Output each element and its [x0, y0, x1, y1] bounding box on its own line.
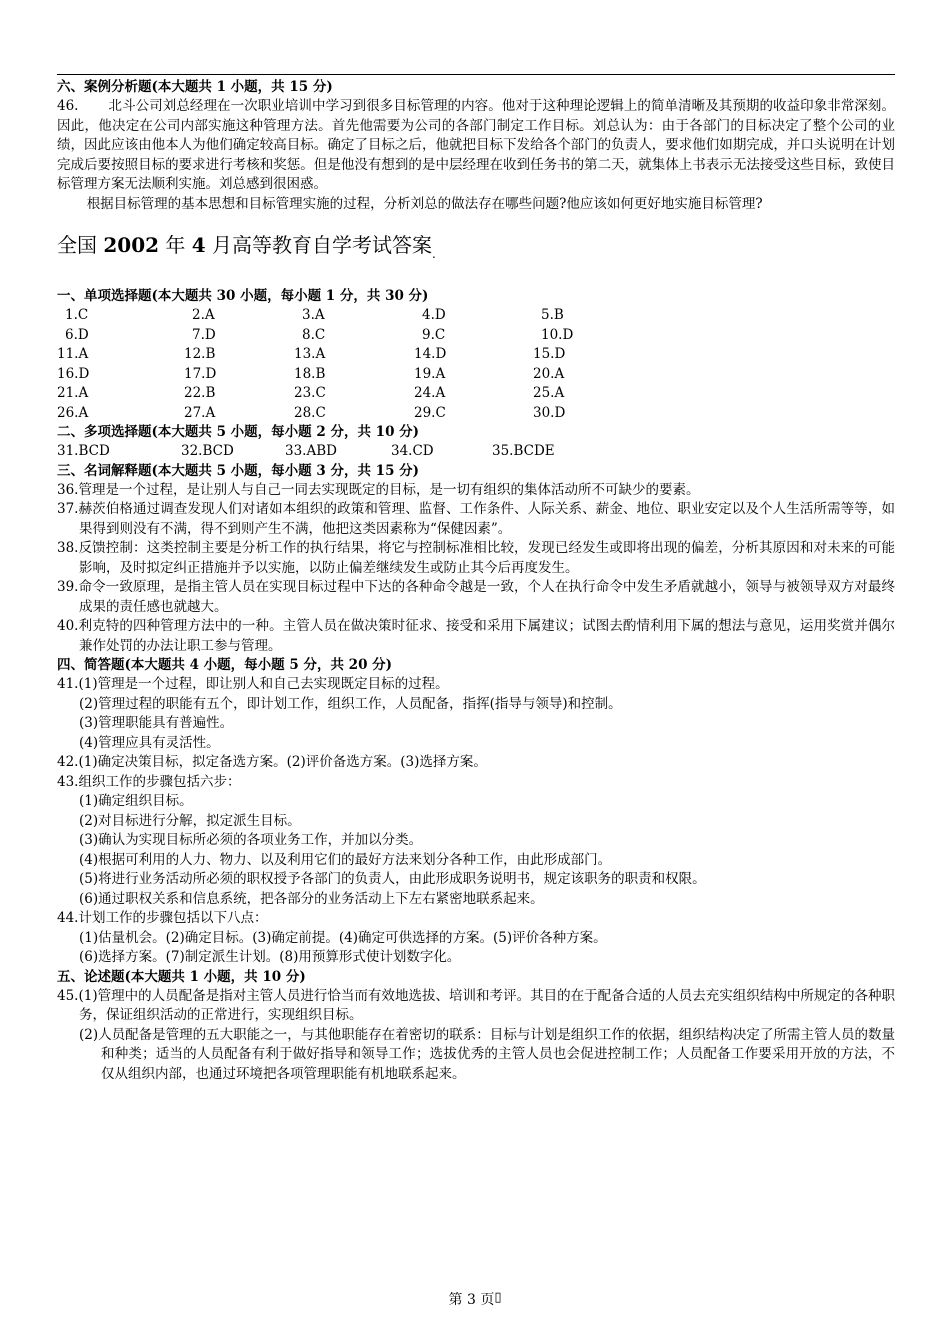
- answer-45-part-1: 45.(1)管理中的人员配备是指对主管人员进行恰当而有效地选拔、培训和考评。其目的在于配备合适的人员去充实组织结构中所规定的各种职务，保证组织活动的正常进行，实现组织目标。: [57, 987, 895, 1023]
- term-item: 38.反馈控制：这类控制主要是分析工作的执行结果，将它与控制标准相比较，发现已经发生或即将出现的偏差，分析其原因和对未来的可能影响，及时拟定纠正措施并予以实施，以防止偏差继续发生或防止其今后再度发生。: [57, 540, 895, 576]
- answer-42: 42.(1)确定决策目标，拟定备选方案。(2)评价备选方案。(3)选择方案。: [57, 754, 487, 770]
- answer-41-point: (4)管理应具有灵活性。: [79, 734, 220, 751]
- single-choice-table: [57, 306, 895, 423]
- answer-43-step: (2)对目标进行分解，拟定派生目标。: [79, 812, 301, 829]
- answer-41: 41.(1)管理是一个过程，即让别人和自己去实现既定目标的过程。: [57, 676, 449, 692]
- answer-cell: 34.CD: [391, 443, 434, 459]
- answer-cell: 11.A: [57, 346, 89, 362]
- short-answer-heading: 四、简答题(本大题共 4 小题，每小题 5 分，共 20 分): [57, 657, 393, 673]
- answer-cell: 15.D: [533, 346, 566, 362]
- answer-row: [57, 306, 895, 326]
- answer-cell: 33.ABD: [285, 443, 337, 459]
- question-46-prompt: 根据目标管理的基本思想和目标管理实施的过程，分析刘总的做法存在哪些问题?他应该如何更好地实施目标管理?: [86, 195, 763, 212]
- answer-row: [57, 326, 895, 346]
- essay-heading: 五、论述题(本大题共 1 小题，共 10 分): [57, 968, 306, 985]
- answer-cell: 5.B: [541, 307, 564, 323]
- answer-cell: 16.D: [57, 365, 90, 382]
- answer-cell: 27.A: [184, 404, 216, 421]
- answer-title-part: 月高等教育自学考试答案: [205, 233, 433, 257]
- answer-cell: 28.C: [294, 404, 326, 421]
- answer-43-step: (6)通过职权关系和信息系统，把各部分的业务活动上下左右紧密地联系起来。: [79, 890, 544, 907]
- question-46-number: 46.: [57, 98, 79, 114]
- term-item: 36.管理是一个过程，是让别人与自己一同去实现既定的目标，是一切有组织的集体活动所不可缺少的要素。: [57, 481, 700, 498]
- answer-cell: 2.A: [192, 307, 215, 323]
- answer-row: [49, 365, 895, 385]
- answer-title-month: 4: [191, 233, 206, 257]
- page-number: 第 3 页: [448, 1292, 495, 1308]
- multi-choice-heading: 二、多项选择题(本大题共 5 小题，每小题 2 分，共 10 分): [57, 424, 420, 440]
- page-footer: [0, 1289, 950, 1309]
- answer-cell: 7.D: [192, 326, 216, 343]
- question-46: [57, 97, 895, 195]
- answer-cell: 4.D: [422, 307, 446, 323]
- answer-row: [49, 384, 895, 404]
- term-item: 39.命令一致原理，是指主管人员在实现目标过程中下达的各种命令越是一致，个人在执行命令中发生矛盾就越小，领导与被领导双方对最终成果的责任感也就越大。: [57, 579, 895, 615]
- top-rule: [57, 74, 895, 75]
- term-item: 37.赫茨伯格通过调查发现人们对诸如本组织的政策和管理、监督、工作条件、人际关系、薪金、地位、职业安定以及个人生活所需等等，如果得到则没有不满，得不到则产生不满，他把这类因素称为“保健因素”。: [57, 501, 895, 537]
- answer-title-year: 2002: [103, 233, 160, 257]
- answer-43-step: (5)将进行业务活动所必须的职权授予各部门的负责人，由此形成职务说明书，规定该职务的职责和权限。: [79, 871, 706, 887]
- answer-cell: 10.D: [541, 326, 574, 343]
- answer-cell: 32.BCD: [181, 443, 234, 459]
- answer-title-part: 年: [159, 233, 192, 257]
- answer-cell: 19.A: [414, 365, 446, 382]
- answer-43-step: (3)确认为实现目标所必须的各项业务工作，并加以分类。: [79, 832, 423, 848]
- answer-41-point: (2)管理过程的职能有五个，即计划工作，组织工作，人员配备，指挥(指导与领导)和控制。: [79, 695, 622, 712]
- term-item: 40.利克特的四种管理方法中的一种。主管人员在做决策时征求、接受和采用下属建议；试图去酌情利用下属的想法与意见，运用奖赏并偶尔兼作处罚的办法让职工参与管理。: [57, 618, 895, 654]
- answer-cell: 8.C: [302, 326, 326, 343]
- single-choice-heading: 一、单项选择题(本大题共 30 小题，每小题 1 分，共 30 分): [57, 288, 429, 304]
- answer-cell: 23.C: [294, 385, 326, 401]
- answer-44-steps: (1)估量机会。(2)确定目标。(3)确定前提。(4)确定可供选择的方案。(5)评价各种方案。: [79, 929, 607, 946]
- terms-heading: 三、名词解释题(本大题共 5 小题，每小题 3 分，共 15 分): [57, 462, 420, 479]
- answer-cell: 1.C: [65, 307, 89, 323]
- answer-title: [57, 232, 895, 267]
- answer-cell: 29.C: [414, 404, 446, 421]
- answer-cell: 9.C: [422, 326, 446, 343]
- answer-cell: 21.A: [57, 385, 89, 401]
- answer-cell: 25.A: [533, 385, 565, 401]
- answer-cell: 3.A: [302, 307, 325, 323]
- answer-title-mark: .: [432, 247, 436, 261]
- answer-cell: 17.D: [184, 365, 217, 382]
- footer-mark: ▯: [494, 1290, 502, 1305]
- answer-44: 44.计划工作的步骤包括以下八点：: [57, 910, 268, 926]
- answer-cell: 35.BCDE: [492, 443, 555, 459]
- answer-43-step: (4)根据可利用的人力、物力、以及利用它们的最好方法来划分各种工作，由此形成部门。: [79, 851, 612, 868]
- answer-title-part: 全国: [57, 233, 104, 257]
- answer-41-point: (3)管理职能具有普遍性。: [79, 715, 234, 731]
- multi-choice-answers: [57, 442, 895, 462]
- case-section-heading: 六、案例分析题(本大题共 1 小题，共 15 分): [57, 79, 333, 95]
- answer-cell: 18.B: [294, 365, 326, 382]
- answer-cell: 14.D: [414, 346, 447, 362]
- answer-cell: 26.A: [57, 404, 89, 421]
- answer-cell: 30.D: [533, 404, 566, 421]
- answer-44-steps: (6)选择方案。(7)制定派生计划。(8)用预算形式使计划数字化。: [79, 949, 461, 965]
- question-46-text: 北斗公司刘总经理在一次职业培训中学习到很多目标管理的内容。他对于这种理论逻辑上的简单清晰及其预期的收益印象非常深刻。因此，他决定在公司内部实施这种管理方法。首先他需要为公司的各部门制定工作目标。刘总认为：由于各部门的目标决定了整个公司的业绩，因此应该由他本人为他们确定较高目标。确定了目标之后，他就把目标下发给各个部门的负责人，要求他们如期完成，并口头说明在计划完成后要按照目标的要求进行考核和奖惩。但是他没有想到的是中层经理在收到任务书的第二天，就集体上书表示无法接受这些目标，致使目标管理方案无法顺利实施。刘总感到很困惑。: [57, 98, 895, 192]
- answer-cell: 24.A: [414, 385, 446, 401]
- answer-cell: 13.A: [294, 346, 326, 362]
- document-page: [57, 78, 895, 1084]
- answer-cell: 22.B: [184, 385, 216, 401]
- answer-cell: 12.B: [184, 346, 216, 362]
- answer-43-step: (1)确定组织目标。: [79, 793, 193, 809]
- answer-cell: 20.A: [533, 365, 565, 382]
- answer-cell: 31.BCD: [57, 443, 110, 459]
- answer-cell: 6.D: [65, 326, 89, 343]
- answer-row: [49, 404, 895, 424]
- answer-43: 43.组织工作的步骤包括六步：: [57, 773, 241, 790]
- answer-45-part-2: (2)人员配备是管理的五大职能之一，与其他职能存在着密切的联系：目标与计划是组织工作的依据，组织结构决定了所需主管人员的数量和种类；适当的人员配备有利于做好指导和领导工作；选拔优秀的主管人员也会促进控制工作；人员配备工作要采用开放的方法，不仅从组织内部，也通过环境把各项管理职能有机地联系起来。: [79, 1026, 895, 1082]
- answer-row: [49, 345, 895, 365]
